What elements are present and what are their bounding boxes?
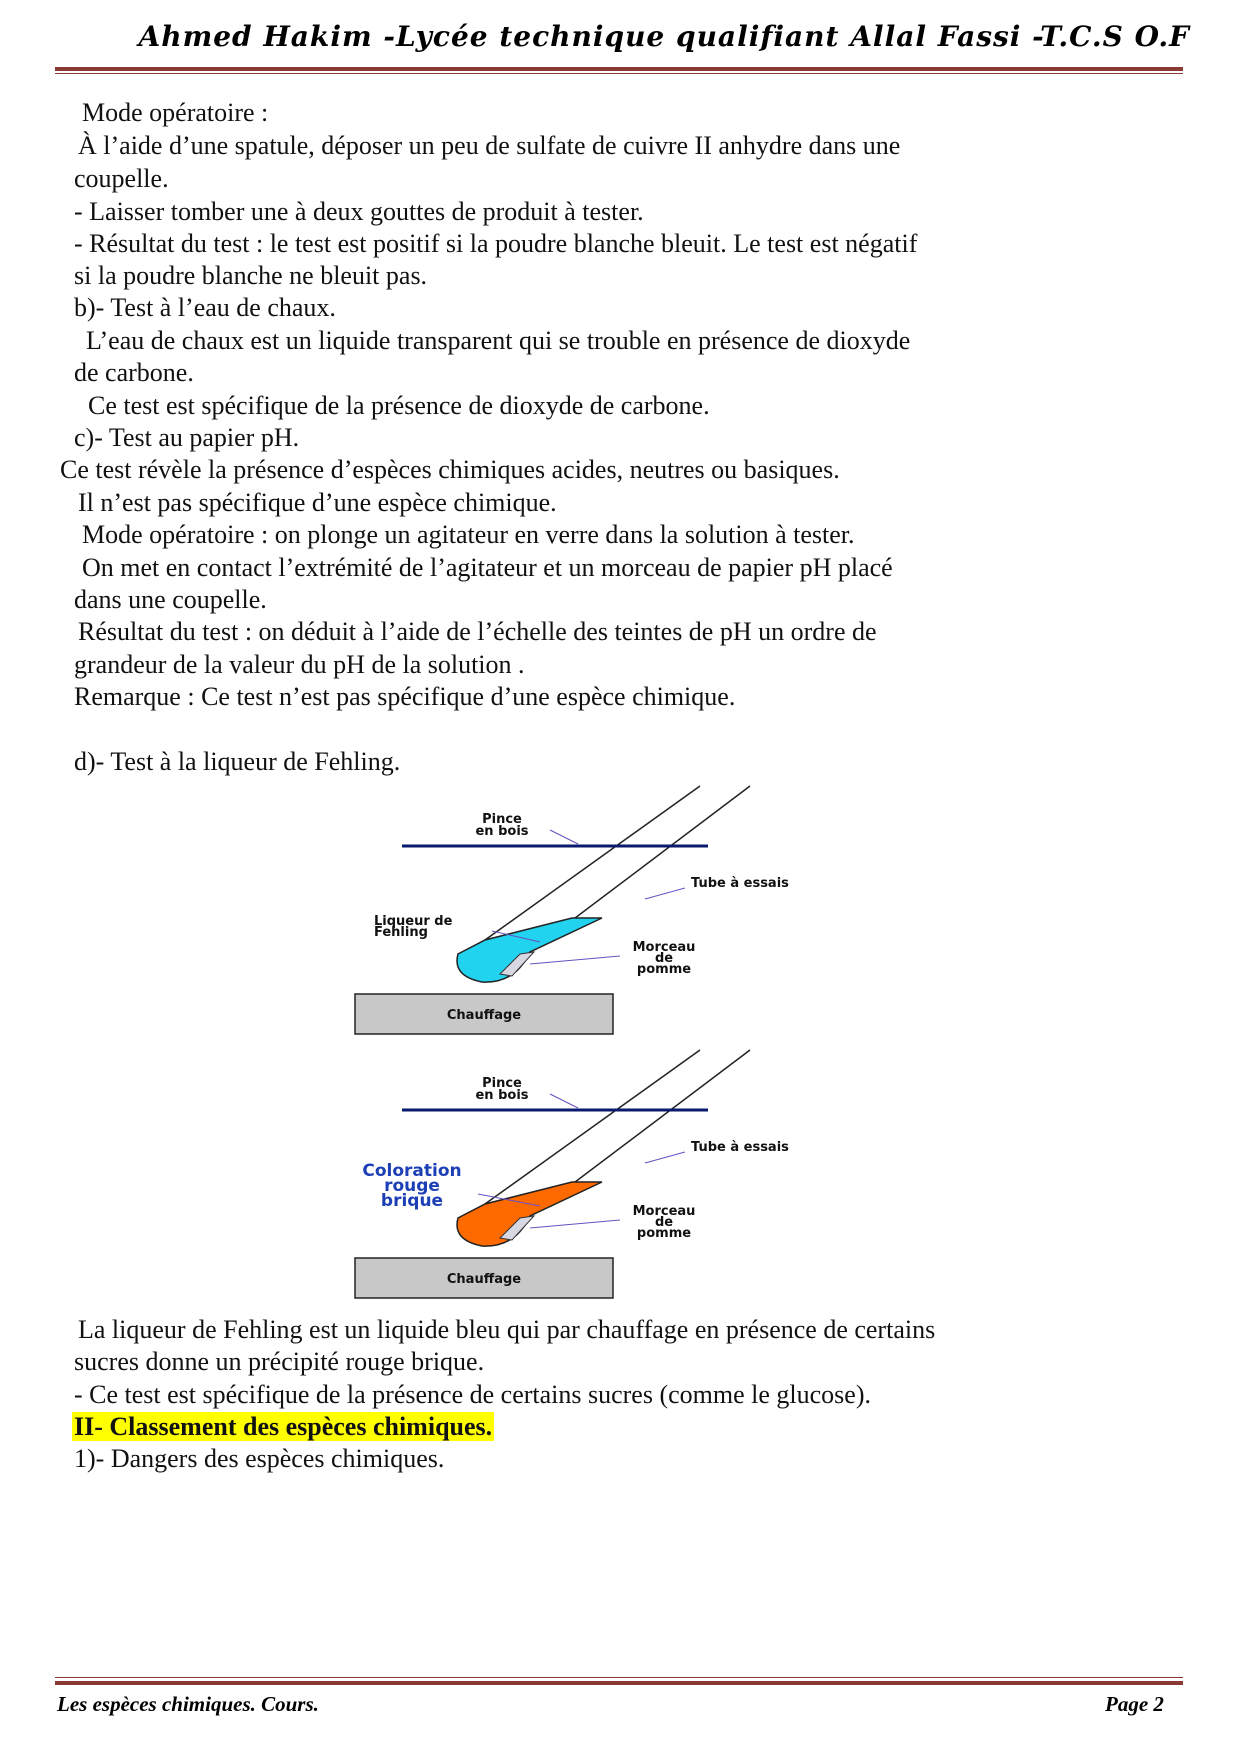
text-line: Mode opératoire : bbox=[82, 98, 269, 127]
label-pince: en bois bbox=[475, 1088, 529, 1103]
pointer-line bbox=[550, 1094, 578, 1108]
text-line: L’eau de chaux est un liquide transparent qui se trouble en présence de dioxyde bbox=[86, 326, 911, 355]
label-apple: Morceau bbox=[632, 940, 696, 955]
text-line: Mode opératoire : on plonge un agitateur en verre dans la solution à tester. bbox=[82, 520, 855, 549]
label-apple: de bbox=[654, 1215, 674, 1230]
text-line: de carbone. bbox=[74, 358, 194, 387]
text-line: si la poudre blanche ne bleuit pas. bbox=[74, 261, 428, 290]
text-line: Il n’est pas spécifique d’une espèce chimique. bbox=[78, 488, 557, 517]
text-line: Résultat du test : on déduit à l’aide de l’échelle des teintes de pH un ordre de bbox=[78, 617, 877, 646]
text-line: Ce test révèle la présence d’espèces chimiques acides, neutres ou basiques. bbox=[60, 455, 840, 484]
pointer-line bbox=[645, 1152, 685, 1163]
pointer-line bbox=[530, 956, 620, 964]
label-coloration: brique bbox=[380, 1191, 444, 1211]
text-line: - Résultat du test : le test est positif si la poudre blanche bleuit. Le test est négatif bbox=[74, 229, 918, 258]
text-line: d)- Test à la liqueur de Fehling. bbox=[74, 747, 401, 776]
tube-wall-left bbox=[485, 786, 700, 940]
footer-course-title: Les espèces chimiques. Cours. bbox=[57, 1692, 319, 1716]
label-liquid: Fehling bbox=[374, 925, 428, 940]
liquid-brick-red bbox=[457, 1182, 602, 1246]
section-heading bbox=[72, 1412, 494, 1442]
label-apple: pomme bbox=[636, 1226, 692, 1241]
label-pince: Pince bbox=[482, 1076, 522, 1091]
label-apple: Morceau bbox=[632, 1204, 696, 1219]
text-line: On met en contact l’extrémité de l’agitateur et un morceau de papier pH placé bbox=[82, 553, 893, 582]
label-coloration: rouge bbox=[384, 1176, 440, 1196]
header-title: Ahmed Hakim -Lycée technique qualifiant Allal Fassi -T.C.S O.F bbox=[138, 20, 1190, 53]
header-rule-thick bbox=[55, 67, 1183, 71]
text-line: - Laisser tomber une à deux gouttes de produit à tester. bbox=[74, 197, 644, 226]
label-pince: en bois bbox=[475, 824, 529, 839]
text-line: La liqueur de Fehling est un liquide bleu qui par chauffage en présence de certains bbox=[78, 1315, 936, 1344]
footer-rule-thin bbox=[55, 1677, 1183, 1678]
label-tube: Tube à essais bbox=[691, 1140, 789, 1155]
section-heading-text: II- Classement des espèces chimiques. bbox=[74, 1412, 493, 1441]
text-line: coupelle. bbox=[74, 164, 169, 193]
text-line: sucres donne un précipité rouge brique. bbox=[74, 1347, 485, 1376]
text-line: dans une coupelle. bbox=[74, 585, 267, 614]
text-line: Ce test est spécifique de la présence de dioxyde de carbone. bbox=[88, 391, 710, 420]
liquid-fehling bbox=[457, 918, 602, 982]
label-pince: Pince bbox=[482, 812, 522, 827]
pointer-line bbox=[550, 830, 578, 844]
header-rule-thin bbox=[55, 73, 1183, 74]
label-apple: pomme bbox=[636, 962, 692, 977]
label-liquid: Liqueur de bbox=[374, 914, 453, 929]
fehling-figure-before bbox=[340, 778, 860, 1038]
label-apple: de bbox=[654, 951, 674, 966]
text-line: Remarque : Ce test n’est pas spécifique d’une espèce chimique. bbox=[74, 682, 736, 711]
footer-page-number: Page 2 bbox=[1105, 1692, 1164, 1716]
text-line: - Ce test est spécifique de la présence de certains sucres (comme le glucose). bbox=[74, 1380, 871, 1409]
footer-rule-thick bbox=[55, 1681, 1183, 1685]
label-coloration: Coloration bbox=[362, 1161, 462, 1181]
label-heater: Chauffage bbox=[446, 1272, 522, 1287]
fehling-figure-after bbox=[340, 1042, 860, 1302]
subsection-heading: 1)- Dangers des espèces chimiques. bbox=[74, 1444, 445, 1473]
text-line: c)- Test au papier pH. bbox=[74, 423, 300, 452]
pointer-line bbox=[645, 888, 685, 899]
pointer-line bbox=[530, 1220, 620, 1228]
tube-wall-left bbox=[485, 1050, 700, 1204]
text-line: grandeur de la valeur du pH de la solution . bbox=[74, 650, 525, 679]
label-tube: Tube à essais bbox=[691, 876, 789, 891]
text-line: À l’aide d’une spatule, déposer un peu de sulfate de cuivre II anhydre dans une bbox=[78, 131, 901, 160]
label-heater: Chauffage bbox=[446, 1008, 522, 1023]
text-line: b)- Test à l’eau de chaux. bbox=[74, 293, 336, 322]
